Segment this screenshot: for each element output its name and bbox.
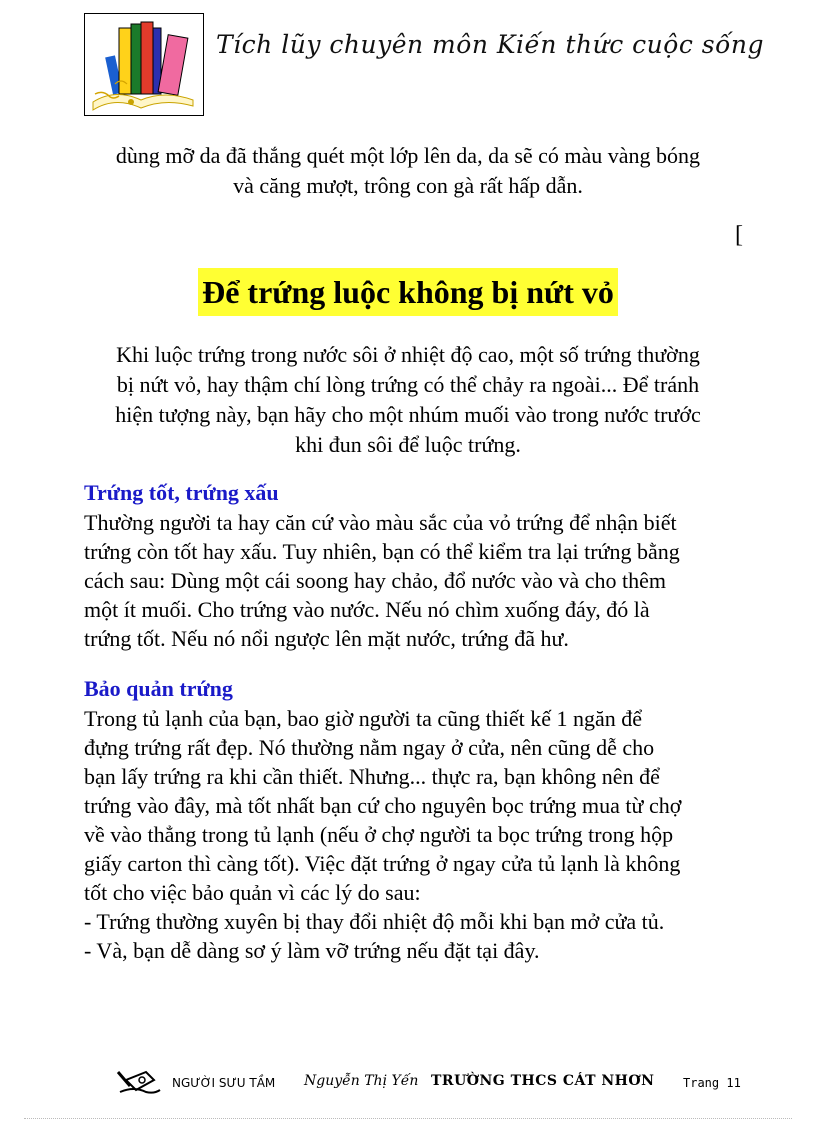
body-line: cách sau: Dùng một cái soong hay chảo, đổ nước vào và cho thêm xyxy=(84,568,666,593)
intro-line: dùng mỡ da đã thắng quét một lớp lên da, da sẽ có màu vàng bóng xyxy=(115,143,701,168)
body-line: trứng còn tốt hay xấu. Tuy nhiên, bạn có thể kiểm tra lại trứng bằng xyxy=(84,539,680,564)
body-line: trứng tốt. Nếu nó nổi ngược lên mặt nước, trứng đã hư. xyxy=(84,626,569,651)
pen-writing-icon xyxy=(116,1066,162,1096)
stray-bracket: [ xyxy=(735,222,743,248)
footer-collector-label: NGƯỜI SƯU TẦM xyxy=(172,1076,276,1090)
lead-line: bị nứt vỏ, hay thậm chí lòng trứng có thể chảy ra ngoài... Để tránh xyxy=(116,372,700,397)
header-title: Tích lũy chuyên môn Kiến thức cuộc sống xyxy=(216,30,764,59)
lead-paragraph xyxy=(84,340,732,460)
section-body-egg-storage xyxy=(84,704,744,965)
section-heading-good-bad-eggs: Trứng tốt, trứng xấu xyxy=(84,480,279,505)
body-line: về vào thẳng trong tủ lạnh (nếu ở chợ người ta bọc trứng trong hộp xyxy=(84,822,674,847)
footer-school: TRƯỜNG THCS CÁT NHƠN xyxy=(431,1073,655,1089)
section-heading-egg-storage: Bảo quản trứng xyxy=(84,676,233,701)
books-logo xyxy=(84,13,204,116)
article-title-wrap xyxy=(0,268,816,316)
body-line: tốt cho việc bảo quản vì các lý do sau: xyxy=(84,880,421,905)
body-line: bạn lấy trứng ra khi cần thiết. Nhưng... thực ra, bạn không nên để xyxy=(84,764,660,789)
body-line: - Và, bạn dễ dàng sơ ý làm vỡ trứng nếu đặt tại đây. xyxy=(84,938,540,963)
books-icon xyxy=(85,14,203,115)
body-line: Trong tủ lạnh của bạn, bao giờ người ta cũng thiết kế 1 ngăn để xyxy=(84,706,642,731)
lead-line: hiện tượng này, bạn hãy cho một nhúm muối vào trong nước trước xyxy=(115,402,701,427)
body-line: trứng vào đây, mà tốt nhất bạn cứ cho nguyên bọc trứng mua từ chợ xyxy=(84,793,682,818)
body-line: Thường người ta hay căn cứ vào màu sắc của vỏ trứng để nhận biết xyxy=(84,510,677,535)
section-body-good-bad-eggs xyxy=(84,508,744,653)
body-line: đựng trứng rất đẹp. Nó thường nằm ngay ở cửa, nên cũng dễ cho xyxy=(84,735,655,760)
body-line: - Trứng thường xuyên bị thay đổi nhiệt độ mỗi khi bạn mở cửa tủ. xyxy=(84,909,665,934)
lead-line: Khi luộc trứng trong nước sôi ở nhiệt độ cao, một số trứng thường xyxy=(116,342,700,367)
footer-divider xyxy=(24,1118,792,1119)
footer-page-number: Trang 11 xyxy=(683,1076,741,1090)
intro-paragraph xyxy=(80,141,736,201)
lead-line: khi đun sôi để luộc trứng. xyxy=(295,432,521,457)
intro-line: và căng mượt, trông con gà rất hấp dẫn. xyxy=(233,173,583,198)
body-line: giấy carton thì càng tốt). Việc đặt trứng ở ngay cửa tủ lạnh là không xyxy=(84,851,681,876)
article-title: Để trứng luộc không bị nứt vỏ xyxy=(198,268,618,316)
page-footer xyxy=(0,1066,816,1102)
body-line: một ít muối. Cho trứng vào nước. Nếu nó chìm xuống đáy, đó là xyxy=(84,597,650,622)
footer-author: Nguyễn Thị Yến xyxy=(304,1073,419,1089)
